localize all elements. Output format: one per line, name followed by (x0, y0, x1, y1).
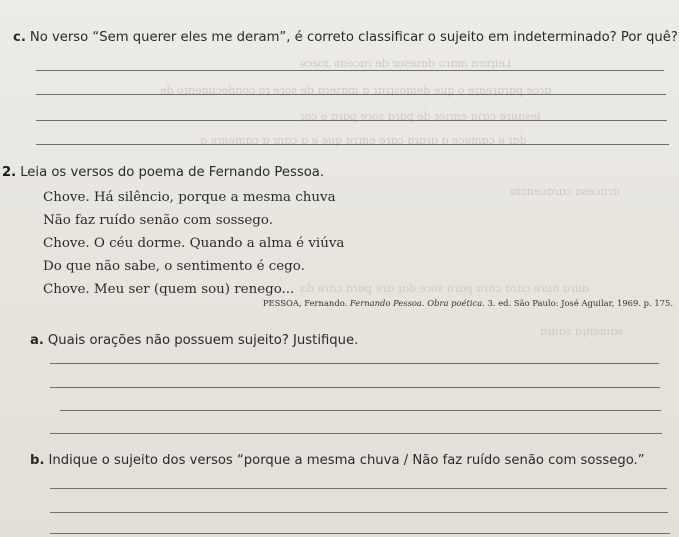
bleed-through-text: ɘb oʇnɘmiɔɘhnoɔ oʇ ɘɿoƨ ɘb ɒɿɘɾɒm ɒ ɿɒɿʇƨomɘb ɘup o ɘʇnɘʇɒɿɒq ɘɔɿɒ (160, 84, 552, 97)
answer-line[interactable] (36, 120, 667, 121)
answer-line[interactable] (50, 433, 662, 434)
question-marker: 2. (2, 165, 17, 180)
citation-details: 3. ed. São Paulo: José Aguilar, 1969. p. 175. (487, 298, 673, 308)
answer-line[interactable] (50, 512, 668, 513)
bleed-through-text: ɒiɔnɘɔɒɿɒɔ ɒƨɘɔɒɿɒ (510, 185, 620, 198)
answer-line[interactable] (50, 488, 667, 489)
poem-line-4: Do que não sabe, o sentimento é cego. (43, 259, 305, 274)
answer-line[interactable] (60, 410, 661, 411)
bleed-through-text: ɒʇnɒƨ ɒʇnɘmɒƨ (540, 325, 623, 338)
poem-citation (0, 298, 673, 308)
answer-line[interactable] (36, 94, 666, 95)
question-text: Leia os versos do poema de Fernando Pessoa. (20, 165, 325, 180)
poem-line-2: Não faz ruído senão com sossego. (43, 213, 273, 228)
question-text: Indique o sujeito dos versos “porque a mesma chuva / Não faz ruído senão com sossego.” (48, 453, 645, 468)
question-c (13, 30, 678, 46)
question-text: Quais orações não possuem sujeito? Justifique. (47, 333, 359, 348)
poem-line-5: Chove. Meu ser (quem sou) renego... (43, 282, 295, 297)
citation-title: Fernando Pessoa. Obra poética. (349, 298, 485, 308)
question-text: No verso “Sem querer eles me deram”, é correto classificar o sujeito em indeterminado? Por quê? (29, 30, 678, 45)
question-b (30, 453, 645, 469)
bleed-through-text: ѳɔѕоʟ ѳɒɘɔɒɿ ɘb ɿoƨɘɾɒb oɿɒm ɒɿuʇiɘ⅃ (300, 57, 511, 70)
answer-line[interactable] (50, 387, 660, 388)
answer-line[interactable] (50, 533, 670, 534)
answer-line[interactable] (36, 70, 664, 71)
citation-author: PESSOA, Fernando. (262, 298, 348, 308)
poem-line-3: Chove. O céu dorme. Quando a alma é viúva (43, 236, 345, 251)
question-marker: c. (13, 30, 26, 45)
bleed-through-text: ɒb ɘɿɒɔ ɒɿɒq ɘɿɒ ʇɒb ɘɿoƨ ɒɿɒq ɒɿɒɔ ɒɿɒɔ ɘɿuɒ ɒɿuɒ (300, 282, 589, 295)
question-marker: b. (30, 453, 45, 468)
bleed-through-text: ʇoɔ ɘ ɒɿɒq ɘɿoƨ ɒɿɒq ɘb ʇoɾmɘ ɒɾɒɔ ɘɿuɒƨɘƚ (300, 110, 541, 123)
question-2 (2, 165, 324, 181)
question-a (30, 333, 358, 349)
bleed-through-text: ɒ ɘʇnɘmɒɔ ɒ ʇnɒɔ ɒ ɘ ɘup ɒɿʇnɘ ɘɿɒɔ ɒʇɒɿɒ ɒ ɘɔɘmɒɔ ɘ ʇɒb (200, 134, 527, 147)
answer-line[interactable] (36, 144, 669, 145)
poem-line-1: Chove. Há silêncio, porque a mesma chuva (43, 190, 336, 205)
answer-line[interactable] (50, 363, 659, 364)
question-marker: a. (30, 333, 44, 348)
